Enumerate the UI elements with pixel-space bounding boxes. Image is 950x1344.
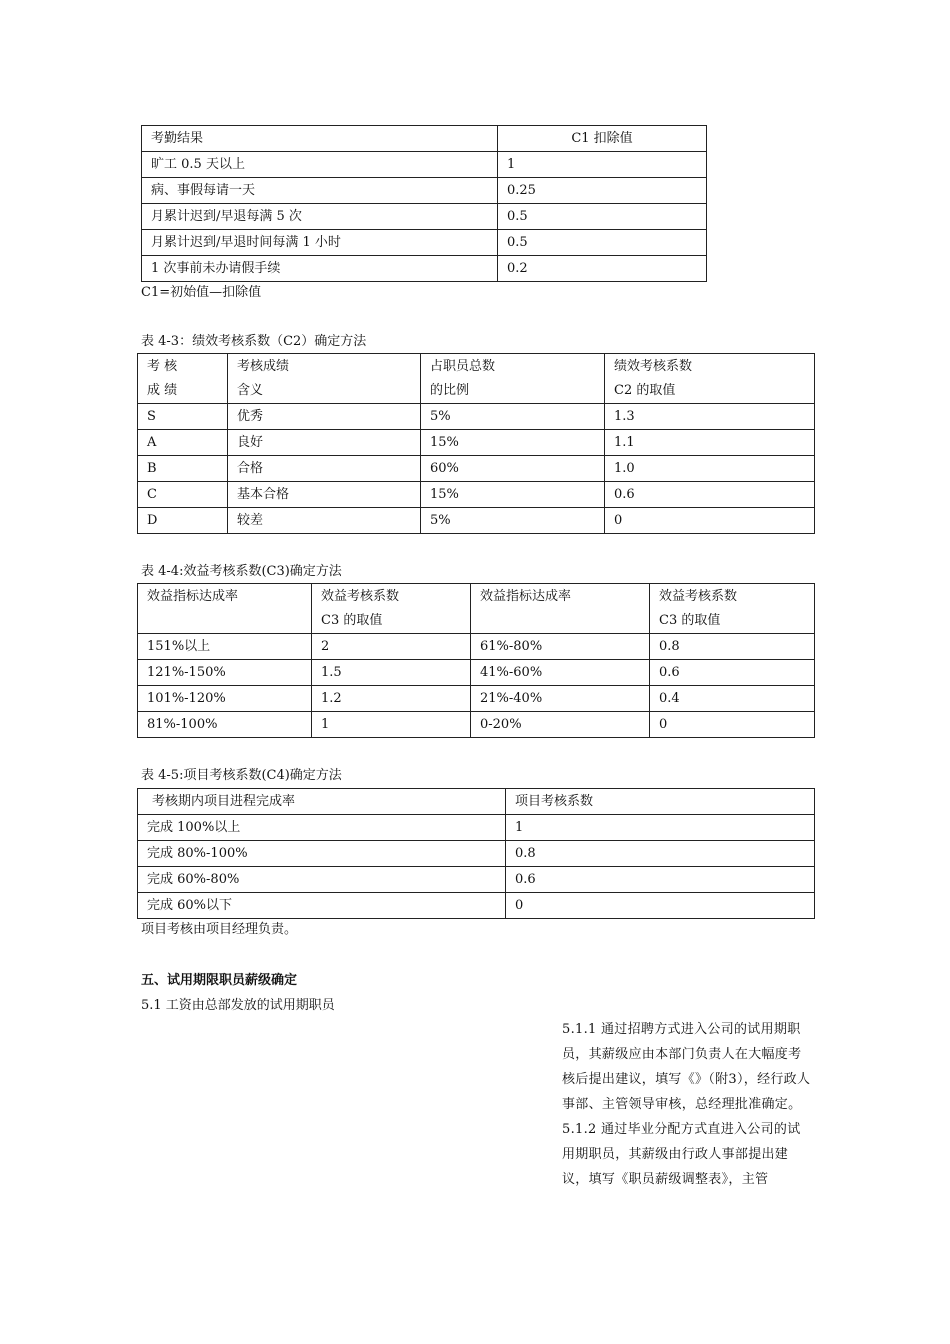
table-row <box>138 482 815 508</box>
table-row <box>138 815 815 841</box>
table-cell: A <box>138 430 228 456</box>
table-cell: 合格 <box>228 456 421 482</box>
table-cell: 0.8 <box>506 841 815 867</box>
attendance-table <box>141 125 707 282</box>
table-cell: 15% <box>421 482 605 508</box>
table-cell: S <box>138 404 228 430</box>
table-header-cell <box>471 584 650 634</box>
table-header-row <box>138 789 815 815</box>
table3-caption: 表 4-4:效益考核系数(C3)确定方法 <box>141 564 342 579</box>
table2-caption: 表 4-3：绩效考核系数（C2）确定方法 <box>141 334 367 349</box>
table-header-cell <box>605 354 815 404</box>
table-cell: 1.0 <box>605 456 815 482</box>
table-header-cell <box>421 354 605 404</box>
header-line: 绩效考核系数 <box>614 359 693 374</box>
table-header-cell: 考核期内项目进程完成率 <box>138 789 506 815</box>
table-cell: 0.4 <box>650 686 815 712</box>
table-cell: 151%以上 <box>138 634 312 660</box>
table-cell: 完成 60%以下 <box>138 893 506 919</box>
table-cell: 0 <box>506 893 815 919</box>
table-row <box>142 204 707 230</box>
header-line: 效益考核系数 <box>321 589 400 604</box>
table-header-cell <box>138 584 312 634</box>
table-cell: 0-20% <box>471 712 650 738</box>
table-cell: 5% <box>421 404 605 430</box>
table-row <box>142 256 707 282</box>
paragraph: 5.1.1 通过招聘方式进入公司的试用期职员，其薪级应由本部门负责人在大幅度考核后提出建议，填写《》（附3），经行政人事部、主管领导审核，总经理批准确定。 <box>562 1022 811 1112</box>
table-cell: 2 <box>312 634 471 660</box>
table-cell: 15% <box>421 430 605 456</box>
table-row <box>138 841 815 867</box>
table-header-cell <box>312 584 471 634</box>
table-cell: 1 <box>498 152 707 178</box>
header-line: C3 的取值 <box>321 613 383 628</box>
paragraph: 5.1.2 通过毕业分配方式直进入公司的试用期职员，其薪级由行政人事部提出建议，填写《职员薪级调整表》，主管 <box>562 1122 801 1187</box>
performance-table <box>137 353 815 534</box>
table-cell: 月累计迟到/早退每满 5 次 <box>142 204 498 230</box>
table-cell: 1.1 <box>605 430 815 456</box>
table-cell: 0.6 <box>605 482 815 508</box>
benefit-table <box>137 583 815 738</box>
table4-caption: 表 4-5:项目考核系数(C4)确定方法 <box>141 768 342 783</box>
table-row <box>142 152 707 178</box>
table-cell: 0 <box>605 508 815 534</box>
table-cell: 0.5 <box>498 230 707 256</box>
table-row <box>138 508 815 534</box>
table-cell: 完成 100%以上 <box>138 815 506 841</box>
table-cell: 60% <box>421 456 605 482</box>
table-cell: 1.5 <box>312 660 471 686</box>
table-header-row <box>142 126 707 152</box>
table-cell: 病、事假每请一天 <box>142 178 498 204</box>
table-cell: C <box>138 482 228 508</box>
table-cell: 0.2 <box>498 256 707 282</box>
table-cell: 完成 80%-100% <box>138 841 506 867</box>
table-cell: 1.2 <box>312 686 471 712</box>
table-row <box>138 712 815 738</box>
table-cell: 41%-60% <box>471 660 650 686</box>
table-header-row <box>138 584 815 634</box>
header-line: 效益考核系数 <box>659 589 738 604</box>
table-row <box>138 430 815 456</box>
header-line: 考核成绩 <box>237 359 290 374</box>
table-header-cell: 考勤结果 <box>142 126 498 152</box>
table-row <box>138 893 815 919</box>
table-cell: 1 <box>312 712 471 738</box>
header-line: 成 绩 <box>147 383 178 398</box>
table-cell: 完成 60%-80% <box>138 867 506 893</box>
table-cell: 0.5 <box>498 204 707 230</box>
table-cell: 月累计迟到/早退时间每满 1 小时 <box>142 230 498 256</box>
header-line: 的比例 <box>430 383 470 398</box>
table4-note: 项目考核由项目经理负责。 <box>141 922 298 937</box>
header-line: C3 的取值 <box>659 613 721 628</box>
table-cell: 0.25 <box>498 178 707 204</box>
table-cell: 优秀 <box>228 404 421 430</box>
table-header-cell <box>138 354 228 404</box>
table-row <box>138 456 815 482</box>
header-line: 占职员总数 <box>430 359 496 374</box>
header-line: 效益指标达成率 <box>480 589 572 604</box>
header-line: 考 核 <box>147 359 178 374</box>
table-header-cell <box>650 584 815 634</box>
table-cell: 81%-100% <box>138 712 312 738</box>
table-cell: 5% <box>421 508 605 534</box>
table-cell: 1.3 <box>605 404 815 430</box>
table-cell: B <box>138 456 228 482</box>
table-cell: 101%-120% <box>138 686 312 712</box>
header-line: 效益指标达成率 <box>147 589 239 604</box>
table-row <box>138 867 815 893</box>
right-column <box>562 1017 812 1192</box>
table-header-cell: 项目考核系数 <box>506 789 815 815</box>
table-cell: 较差 <box>228 508 421 534</box>
table-row <box>142 230 707 256</box>
table-cell: 基本合格 <box>228 482 421 508</box>
table-row <box>138 660 815 686</box>
table-cell: 良好 <box>228 430 421 456</box>
section-title: 五、试用期限职员薪级确定 <box>141 973 298 988</box>
table-row <box>138 404 815 430</box>
table-cell: 21%-40% <box>471 686 650 712</box>
table-cell: 0 <box>650 712 815 738</box>
table-cell: 121%-150% <box>138 660 312 686</box>
table-row <box>142 178 707 204</box>
table-cell: 0.6 <box>506 867 815 893</box>
table-cell: 1 <box>506 815 815 841</box>
table-header-cell <box>228 354 421 404</box>
table1-note: C1=初始值—扣除值 <box>141 285 262 300</box>
table-cell: 61%-80% <box>471 634 650 660</box>
section-subtitle: 5.1 工资由总部发放的试用期职员 <box>141 998 335 1013</box>
header-line: C2 的取值 <box>614 383 676 398</box>
table-row <box>138 634 815 660</box>
table-cell: 0.6 <box>650 660 815 686</box>
table-cell: 0.8 <box>650 634 815 660</box>
table-header-cell: C1 扣除值 <box>498 126 707 152</box>
project-table <box>137 788 815 919</box>
table-cell: D <box>138 508 228 534</box>
header-line: 含义 <box>237 383 264 398</box>
table-cell: 1 次事前未办请假手续 <box>142 256 498 282</box>
table-header-row <box>138 354 815 404</box>
table-row <box>138 686 815 712</box>
table-cell: 旷工 0.5 天以上 <box>142 152 498 178</box>
